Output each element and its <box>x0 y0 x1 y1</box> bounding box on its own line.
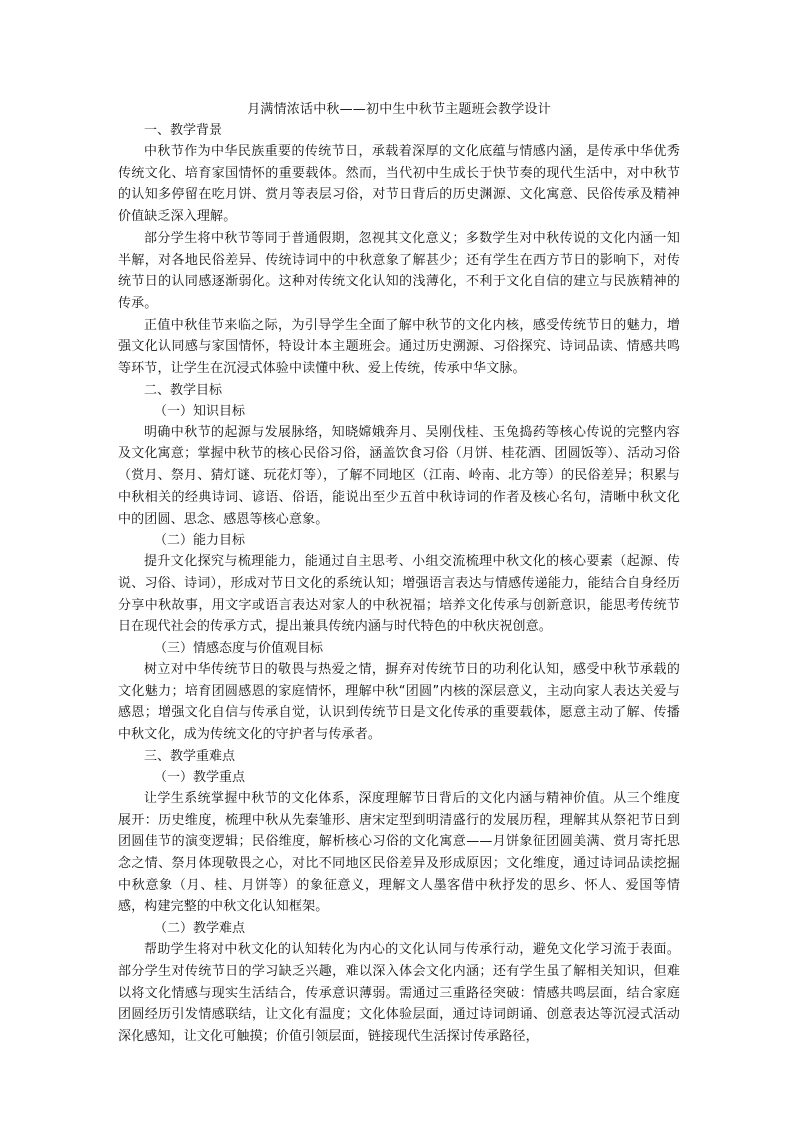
paragraph-key-focus: 让学生系统掌握中秋节的文化体系，深度理解节日背后的文化内涵与精神价值。从三个维度展开：历史维度，梳理中秋从先秦雏形、唐宋定型到明清盛行的发展历程，理解其从祭祀节日到团圆佳节的演变逻辑；民俗维度，解析核心习俗的文化寓意——月饼象征团圆美满、赏月寄托思念之情、祭月体现敬畏之心，对比不同地区民俗差异及形成原因；文化维度，通过诗词品读挖掘中秋意象（月、桂、月饼等）的象征意义，理解文人墨客借中秋抒发的思乡、怀人、爱国等情感，构建完整的中秋文化认知框架。 <box>118 790 680 915</box>
paragraph-background-3: 正值中秋佳节来临之际，为引导学生全面了解中秋节的文化内核，感受传统节日的魅力，增强文化认同感与家国情怀，特设计本主题班会。通过历史溯源、习俗探究、诗词品读、情感共鸣等环节，让学生在沉浸式体验中读懂中秋、爱上传统，传承中华文脉。 <box>118 317 680 377</box>
document-page <box>118 100 680 1048</box>
paragraph-knowledge: 明确中秋节的起源与发展脉络，知晓嫦娥奔月、吴刚伐桂、玉兔捣药等核心传说的完整内容及文化寓意；掌握中秋节的核心民俗习俗，涵盖饮食习俗（月饼、桂花酒、团圆饭等）、活动习俗（赏月、祭月、猜灯谜、玩花灯等），了解不同地区（江南、岭南、北方等）的民俗差异；积累与中秋相关的经典诗词、谚语、俗语，能说出至少五首中秋诗词的作者及核心名句，清晰中秋文化中的团圆、思念、感恩等核心意象。 <box>118 424 680 527</box>
section-heading-objectives: 二、教学目标 <box>144 382 223 398</box>
section-heading-key-points: 三、教学重难点 <box>144 748 236 764</box>
subheading-knowledge: （一）知识目标 <box>154 403 246 419</box>
subheading-difficulty: （二）教学难点 <box>154 921 246 937</box>
section-heading-background: 一、教学背景 <box>144 123 223 138</box>
paragraph-values: 树立对中华传统节日的敬畏与热爱之情，摒弃对传统节日的功利化认知，感受中秋节承载的文化魅力；培育团圆感恩的家庭情怀，理解中秋“团圆”内核的深层意义，主动向家人表达关爱与感恩；增强文化自信与传承自觉，认识到传统节日是文化传承的重要载体，愿意主动了解、传播中秋文化，成为传统文化的守护者与传承者。 <box>118 662 680 743</box>
paragraph-ability: 提升文化探究与梳理能力，能通过自主思考、小组交流梳理中秋文化的核心要素（起源、传说、习俗、诗词），形成对节日文化的系统认知；增强语言表达与情感传递能力，能结合自身经历分享中秋故事，用文字或语言表达对家人的中秋祝福；培养文化传承与创新意识，能思考传统节日在现代社会的传承方式，提出兼具传统内涵与时代特色的中秋庆祝创意。 <box>118 554 680 635</box>
paragraph-difficulty: 帮助学生将对中秋文化的认知转化为内心的文化认同与传承行动，避免文化学习流于表面。部分学生对传统节日的学习缺乏兴趣，难以深入体会文化内涵；还有学生虽了解相关知识，但难以将文化情感与现实生活结合，传承意识薄弱。需通过三重路径突破：情感共鸣层面，结合家庭团圆经历引发情感联结，让文化有温度；文化体验层面，通过诗词朗诵、创意表达等沉浸式活动深化感知，让文化可触摸；价值引领层面，链接现代生活探讨传承路径， <box>118 942 680 1044</box>
subheading-key-focus: （一）教学重点 <box>154 769 246 785</box>
paragraph-background-1: 中秋节作为中华民族重要的传统节日，承载着深厚的文化底蕴与情感内涵，是传承中华优秀传统文化、培育家国情怀的重要载体。然而，当代初中生成长于快节奏的现代生活中，对中秋节的认知多停留在吃月饼、赏月等表层习俗，对节日背后的历史渊源、文化寓意、民俗传承及精神价值缺乏深入理解。 <box>118 144 680 225</box>
subheading-ability: （二）能力目标 <box>154 533 246 549</box>
document-title: 月满情浓话中秋——初中生中秋节主题班会教学设计 <box>247 102 551 117</box>
subheading-values: （三）情感态度与价值观目标 <box>154 641 324 657</box>
paragraph-background-2: 部分学生将中秋节等同于普通假期，忽视其文化意义；多数学生对中秋传说的文化内涵一知半解，对各地民俗差异、传统诗词中的中秋意象了解甚少；还有学生在西方节日的影响下，对传统节日的认同感逐渐弱化。这种对传统文化认知的浅薄化，不利于文化自信的建立与民族精神的传承。 <box>118 230 680 311</box>
